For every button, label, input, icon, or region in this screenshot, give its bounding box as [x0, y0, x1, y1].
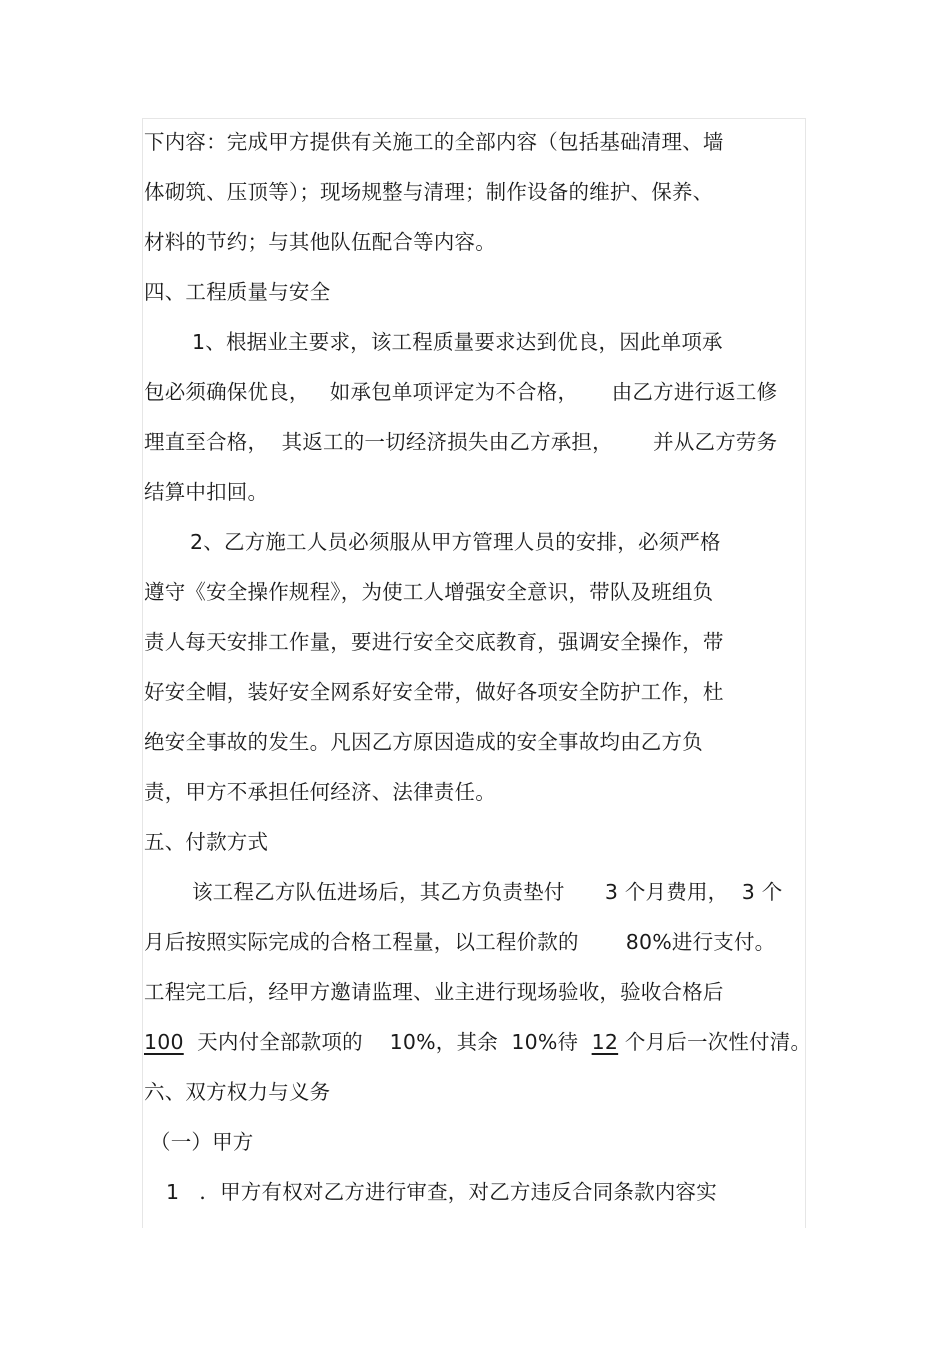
clause-1-start: 1、根据业主要求，该工程质量要求达到优良，因此单项承 — [192, 330, 723, 354]
payment-days: 100 — [144, 1030, 184, 1054]
text-line: 绝安全事故的发生。凡因乙方原因造成的安全事故均由乙方负 — [144, 730, 703, 754]
text-line: 遵守《安全操作规程》，为使工人增强安全意识，带队及班组负 — [144, 580, 714, 604]
section-heading-rights-obligations: 六、双方权力与义务 — [144, 1080, 331, 1104]
text-line: 责，甲方不承担任何经济、法律责任。 — [144, 780, 496, 804]
section-heading-payment: 五、付款方式 — [144, 830, 269, 854]
payment-text: 天内付全部款项的 10%，其余 10%待 — [183, 1030, 592, 1054]
payment-text-end: 个月后一次性付清。 — [618, 1030, 812, 1054]
payment-terms-line — [144, 1017, 812, 1067]
text-line: 体砌筑、压顶等）；现场规整与清理；制作设备的维护、保养、 — [144, 180, 714, 204]
text-line: 责人每天安排工作量，要进行安全交底教育，强调安全操作，带 — [144, 630, 724, 654]
document-body — [144, 117, 812, 1217]
party-a-clause-1: 1 ．甲方有权对乙方进行审查，对乙方违反合同条款内容实 — [166, 1180, 717, 1204]
text-line: 包必须确保优良， 如承包单项评定为不合格， 由乙方进行返工修 — [144, 380, 778, 404]
text-line: 结算中扣回。 — [144, 480, 269, 504]
text-line: 好安全帽，装好安全网系好安全带，做好各项安全防护工作，杜 — [144, 680, 724, 704]
text-line: 理直至合格， 其返工的一切经济损失由乙方承担， 并从乙方劳务 — [144, 430, 778, 454]
payment-months: 12 — [591, 1030, 619, 1054]
clause-2-start: 2、乙方施工人员必须服从甲方管理人员的安排，必须严格 — [190, 530, 721, 554]
text-line: 工程完工后，经甲方邀请监理、业主进行现场验收，验收合格后 — [144, 980, 724, 1004]
subsection-heading-party-a: （一）甲方 — [150, 1130, 254, 1154]
text-line: 材料的节约；与其他队伍配合等内容。 — [144, 230, 496, 254]
payment-paragraph-start: 该工程乙方队伍进场后，其乙方负责垫付 3 个月费用， 3 个 — [192, 880, 783, 904]
section-heading-quality-safety: 四、工程质量与安全 — [144, 280, 331, 304]
text-line: 月后按照实际完成的合格工程量，以工程价款的 80%进行支付。 — [144, 930, 776, 954]
text-line: 下内容：完成甲方提供有关施工的全部内容（包括基础清理、墙 — [144, 130, 724, 154]
